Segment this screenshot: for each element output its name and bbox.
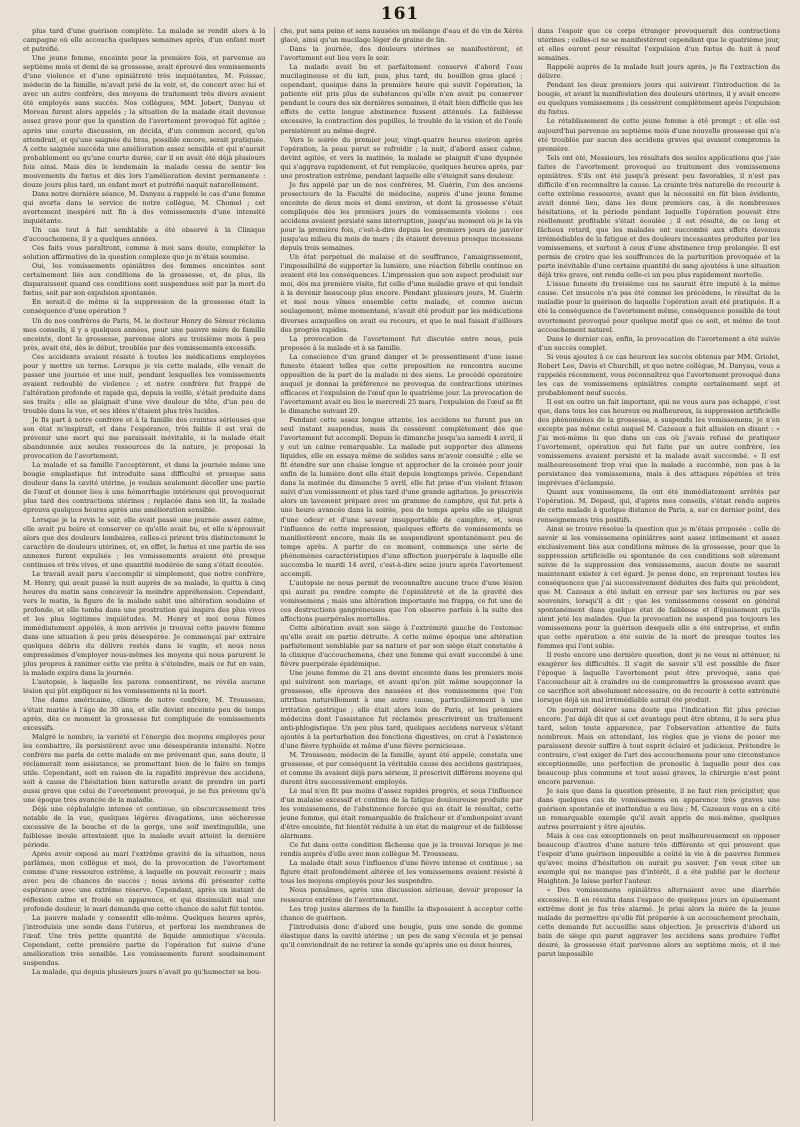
- paragraph: J'introduisis donc d'abord une bougie, puis une sonde de gomme élastique dans la cavité utérine ; un peu de sang s'écoula et je pensai qu'il conviendrait de ne retirer la sonde qu'après une ou deux heures,: [280, 922, 523, 949]
- paragraph: Il reste encore une dernière question, dont je ne veux ni atténuer, ni exagérer les difficultés. Il s'agit de savoir s'il est possible de fixer l'époque à laquelle l'avortement peut être provoqué, sans que l'accoucheur ait à craindre ou de compromettre la grossesse avant que ce sacrifice soit absolument nécessaire, ou de recourir à cette extrémité lorsque déjà un mal irrémédiable aurait été produit.: [537, 651, 780, 705]
- paragraph: Le travail avait paru s'accomplir si simplement, que notre confrère, M. Henry, qui avait passé la nuit auprès de sa malade, la quitta à cinq heures du matin sans concevoir la moindre appréhension. Cependant, vers le matin, la figure de la malade subit une altération soudaine et profonde, et elle tomba dans une prostration qui inspira des plus vives et les plus légitimes inquiétudes. M. Henry et moi nous fûmes immédiatement appelés, à mon arrivée je trouvai cette pauvre femme dans une situation à peu près désespérée. Je commençai par extraire quelques débris du délivre restés dans le vagin, et nous nous empressâmes d'employer nous-mêmes les moyens qui nous parurent le plus propres à ranimer cette vie prête à s'éteindre, mais ce fut en vain, la malade expira dans la journée.: [23, 569, 266, 678]
- paragraph: La provocation de l'avortement fut discutée entre nous, puis proposée à la malade et à sa famille.: [280, 334, 523, 352]
- paragraph: Dans le dernier cas, enfin, la provocation de l'avortement a été suivie d'un succès complet.: [537, 334, 780, 352]
- paragraph: La pauvre malade y consentit elle-même. Quelques heures après, j'introduisis une sonde dans l'utérus, et perforai les membranes de l'œuf. Une très petite quantité de liquide amniotique s'écoula. Cependant, cette première partie de l'opération fut suivie d'une amélioration très sensible. Les vomissements furent soudainement suspendus.: [23, 913, 266, 967]
- paragraph: Une jeune femme de 21 ans devint enceinte dans les premiers mois qui suivirent son mariage, et avant qu'on pût même soupçonner la grossesse, elle éprouva des nausées et des vomissemens que l'on attribua naturellement à une autre cause, particulièrement à une irritation gastrique ; elle était alors loin de Paris, et les premiers médecins dont l'assistance fut réclamée prescrivirent un traitement anti-phlogistique. Un peu plus tard, quelques accidens nerveux s'étant ajoutés à la perturbation des fonctions digestives, on crut à l'existence d'une fièvre typhoïde et même d'une fièvre pernicieuse.: [280, 669, 523, 750]
- paragraph: Vers le soirée du premier jour, vingt-quatre heures environ après l'opération, la peau parut se refroidir ; la nuit, d'abord assez calme, devint agitée, et vers la matinée, la malade se plaignit d'une dyspnée qui s'aggrava rapidement, et fut remplacée, quelques heures après, par une prostration extrême, pendant laquelle elle s'éteignit sans douleur.: [280, 135, 523, 180]
- paragraph: Ce fut dans cette condition fâcheuse que je la trouvai lorsque je me rendis auprès d'elle avec mon collègue M. Trousseau.: [280, 841, 523, 859]
- paragraph: che, put sans peine et sans nausées un mélange d'eau et de vin de Xérès glacé, ainsi qu'un mucilage léger de graine de lin.: [280, 27, 523, 45]
- paragraph: Il est en outre un fait important, qui ne vous aura pas échappé, c'est que, dans tous les cas heureux ou malheureux, la suppression artificielle des phénomènes de la grossesse, a suspendu les vomissemens, je n'en excepte pas même celui auquel M. Cazeaux a fait allusion en disant : « J'ai moi-même lu que dans un cas où j'avais refusé de pratiquer l'avortement, opération qui fut faite par un autre confrère, les vomissemens avaient persisté et la malade avait succombé. » Il est malheureusement trop vrai que la malade a succombé, non pas à la persistance des vomissemens, mais à des attaques répétées et très imprévues d'éclampsie.: [537, 397, 780, 488]
- paragraph: Mais à ces cas exceptionnels on peut malheureusement en opposer beaucoup d'autres d'une nature très différente et qui prouvent que l'espoir d'une guérison impossible a coûté la vie à de pauvres femmes qu'avec moins d'hésitation on aurait pu sauver. J'en veux citer un exemple qui ne manque pas d'intérêt, il a été publié par le docteur Haighton. Je laisse parler l'auteur.: [537, 832, 780, 886]
- paragraph: La conscience d'un grand danger et le pressentiment d'une issue funeste étaient telles que cette proposition ne rencontra aucune opposition de la part de la malade ni des siens. Le procédé opératoire auquel je donnai la préférence ne provoqua de contractions utérines efficaces et l'expulsion de l'œuf que le quatrième jour. La provocation de l'avortement avait eu lieu le mercredi 25 mars, l'expulsion de l'œuf se fit le dimanche suivant 29.: [280, 352, 523, 415]
- paragraph: La malade avait bu et parfaitement conservé d'abord l'eau mucilagineuse et du lait, puis, plus tard, du bouillon gras glacé ; cependant, quoique dans la première heure qui suivit l'opération, la patiente eût pris plus de substances qu'elle n'en avait pu conserver pendant le cours des six dernières semaines, il était bien difficile que les effets de cette longue abstinence fussent atténués. La faiblesse excessive, la contraction des pupilles, le trouble de la vision et de l'ouïe persistèrent au même degré.: [280, 63, 523, 135]
- paragraph: On pourrait désirer sans doute que l'indication fût plus précise encore. J'ai déjà dit que si cet avantage peut être obtenu, il le sera plus tard, selon toute apparence, par l'observation attentive de faits nombreux. Mais en attendant, les règles que je viens de poser me paraissent devoir suffire à tout esprit éclairé et judicieux. Prétendre le contraire, c'est exiger de l'art des accouchemens pour une circonstance exceptionnelle, une perfection de pronostic à laquelle pour des cas beaucoup plus communs et tout aussi graves, la chirurgie n'est point encore parvenue.: [537, 705, 780, 786]
- column-3: [532, 27, 780, 1121]
- paragraph: « Des vomissemens opiniâtres alternaient avec une diarrhée excessive. Il en résulta dans l'espace de quelques jours un épuisement extrême dont je fus très alarmé. Je priai alors la mère de la jeune malade de permettre qu'elle fût préparée à un accouchement prochain, cette demande fut accueillie sans objection. Je prescrivis d'abord un bain de siège qui parut aggraver les accidens sans produire l'effet désiré, la grossesse était parvenue alors au septième mois, et il me parut impossible: [537, 886, 780, 958]
- paragraph: Un cas tout à fait semblable a été observé à la Clinique d'accouchemens, il y a quelques années.: [23, 226, 266, 244]
- paragraph: Un état perpétuel de malaise et de souffrance, l'amaigrissement, l'impossibilité de supporter la lumière, une réaction fébrile continue en avaient été les conséquences. L'impression que son aspect produisit sur moi, dès ma première visite, fut celle d'une maladie grave et qui tendait à la devenir beaucoup plus encore. Pendant plusieurs jours, M. Guérin et moi nous vîmes ensemble cette malade, et comme aucun soulagement, même momentané, n'avait été produit par les médications diverses auxquelles on avait eu recours, et que le mal faisait d'ailleurs des progrès rapides.: [280, 253, 523, 334]
- paragraph: Une jeune femme, enceinte pour la première fois, et parvenue au septième mois et demi de sa grossesse, avait éprouvé des vomissements d'une violence et d'une opiniâtreté très inquiétantes, M. Foissac, médecin de la famille, m'avait prié de la voir, et, de concert avec lui et avec un autre confrère, des moyens de traitement très divers avaient été employés sans succès. Nos collègues, MM. Jobert, Danyau et Moreau furent alors appelés ; la situation de la malade était devenue assez grave pour que la question de l'avortement provoqué fût agitée ; après une courte discussion, on décida, d'un commun accord, qu'on attendrait, et qu'une saignée du bras, possible encore, serait pratiquée. A cette saignée succéda une amélioration assez sensible et qui n'aurait probablement eu qu'une courte durée, car il en avait été déjà plusieurs fois ainsi. Mais dès le lendemain la malade cessa de sentir les mouvements du fœtus et dès lors l'amélioration devint permanente : douze jours plus tard, un enfant mort et putréfié naquit naturellement.: [23, 54, 266, 189]
- paragraph: Pendant les deux premiers jours qui suivirent l'introduction de la bougie, et avant la manifestation des douleurs utérines, il y avait encore eu quelques vomissemens ; ils cessèrent complètement après l'expulsion du fœtus.: [537, 81, 780, 117]
- paragraph: Si vous ajoutez à ce cas heureux les succès obtenus par MM. Griolet, Robert Lee, Davis et Churchill, et que notre collègue, M. Danyau, vous a rappelés récemment, vous reconnaîtrez que l'avortement provoqué dans les cas de vomissemens opiniâtres compte certainement sept et probablement neuf succès.: [537, 352, 780, 397]
- paragraph: Je fus appelé par un de nos confrères, M. Guérin, l'un des anciens prosecteurs de la Faculté de médecine, auprès d'une jeune femme enceinte de deux mois et demi environ, et dont la grossesse s'était compliquée dès les premiers jours de vomissements violens : ces accidens avaient persisté sans interruption, jusqu'au moment où je la vis pour la première fois, c'est-à-dire depuis les premiers jours de janvier jusqu'au milieu du mois de mars ; ils étaient devenus presque incessans depuis trois semaines.: [280, 180, 523, 253]
- paragraph: Un de nos confrères de Paris, M. le docteur Henry de Sèmur réclama mes conseils, il y a quelques années, pour une pauvre mère de famille enceinte, dont la grossesse, parvenue alors au troisième mois à peu près, avait été, dès le début, troublée par des vomissements excessifs.: [23, 316, 266, 352]
- paragraph: Une dame américaine, cliente de notre confrère, M. Trousseau, s'était mariée à l'âge de 30 ans, et elle devint enceinte peu de temps après, dès ce moment la grossesse fut compliquée de vomissements excessifs.: [23, 696, 266, 732]
- paragraph: M. Trousseau, médecin de la famille, ayant été appelé, constata une grossesse, et par conséquent la véritable cause des accidens gastriques, et comme ils avaient déjà paru sérieux, il prescrivit différens moyens qui durent être successivement employés.: [280, 750, 523, 786]
- paragraph: Ainsi se trouve résolue la question que je m'étais proposée : celle de savoir si les vomissemens opiniâtres sont assez intimement et assez exclusivement liés aux conditions mêmes de la grossesse, pour que la suppression artificielle ou spontanée de ces conditions soit sûrement suivie de la suppression des vomissemens, aucun doute ne saurait maintenant exister à cet égard. Je pense donc, en reprenant toutes les conséquences que j'ai successivement déduites des faits qui précèdent, que M. Cazeaux a été induit en erreur par ses lectures ou par ses souvenirs, lorsqu'il a dit ; que les vomissemens cessent en général spontanément dans quelque état de faiblesse et d'épuisement qu'ils aient jeté les malades. Que la provocation ne suspend pas toujours les vomissemens pour la guérison desquels elle a été entreprise, et enfin que cette opération a été suivie de la mort de presque toutes les femmes qui l'ont subie.: [537, 524, 780, 651]
- paragraph: Je fis part à notre confrère et à la famille des craintes sérieuses que son état m'inspirait, et dans l'espérance, très faible il est vrai de prévenir une mort qui me paraissait inévitable, si la malade était abandonnée aux seules ressources de la nature, je proposai la provocation de l'avortement.: [23, 416, 266, 461]
- paragraph: Rappelé auprès de la malade huit jours après, je fis l'extraction du délivre.: [537, 63, 780, 81]
- paragraph: dans l'espoir que ce corps étranger provoquerait des contractions utérines ; celles-ci ne se manifestèrent cependant que le quatrième jour, et elles eurent pour résultat l'expulsion d'un fœtus de huit à neuf semaines.: [537, 27, 780, 63]
- paragraph: Malgré le nombre, la variété et l'énergie des moyens employés pour les combattre, ils persistèrent avec une désespérante intensité. Notre confrère me parla de cette malade en me prévenant que, sans doute, il réclamerait mon assistance, se promettant bien de le faire en temps utile. Cependant, soit en raison de la rapidité imprévue des accidens, soit à cause de l'hésitation bien naturelle avant de prendre un parti aussi grave que celui de l'avortement provoqué, je ne fus prévenu qu'à une époque très avancée de la maladie.: [23, 732, 266, 804]
- paragraph: Déjà une céphalalgie intense et continue, un obscurcissement très notable de la vue, quelques légères divagations, une sécheresse excessive de la bouche et de la gorge, une soif inextinguible, une faiblesse inouïe attestaient que la malade avait atteint la dernière période.: [23, 805, 266, 850]
- text-columns: [23, 27, 780, 1121]
- paragraph: En serait-il de même si la suppression de la grossesse était la conséquence d'une opération ?: [23, 298, 266, 316]
- paragraph: Quant aux vomissemens, ils ont été immédiatement arrêtés par l'opération. M. Depaul, qui, d'après mes conseils, s'était rendu auprès de cette malade à quelque distance de Paris, a, sur ce dernier point, des renseignemens très positifs.: [537, 488, 780, 524]
- paragraph: Nous pensâmes, après une discussion sérieuse, devoir proposer la ressource extrême de l'avortement.: [280, 886, 523, 904]
- paragraph: La malade était sous l'influence d'une fièvre intense et continue ; sa figure était profondément altérée et les vomissemens avaient résisté à tous les moyens employés pour les suspendre.: [280, 859, 523, 886]
- paragraph: L'autopsie, à laquelle les parens consentirent, ne révéla aucune lésion qui pût expliquer ni les vomissements ni la mort.: [23, 678, 266, 696]
- paragraph: Le rétablissement de cette jeune femme a été prompt ; et elle est aujourd'hui parvenue au septième mois d'une nouvelle grossesse qui n'a été troublée par aucun des accidens graves qui avaient compromis la première.: [537, 117, 780, 153]
- paragraph: Ces accidents avaient résisté à toutes les médications employées pour y mettre un terme. Lorsque je vis cette malade, elle venait de passer une journée et une nuit, pendant lesquelles les vomissements avaient redoublé de violence ; et notre confrère fut frappé de l'altération profonde et rapide qui, depuis la veille, s'était produite dans ses traits ; elle se plaignait d'une vive douleur de tête, d'un peu de trouble dans la vue, et ses idées n'étaient plus très lucides.: [23, 352, 266, 415]
- paragraph: Dans la journée, des douleurs utérines se manifestèrent, et l'avortement eut lieu vers le soir.: [280, 45, 523, 63]
- paragraph: Après avoir exposé au mari l'extrême gravité de la situation, nous parlâmes, mon collègue et moi, de la provocation de l'avortement comme d'une ressource extrême, à laquelle on pouvait recourir ; mais avec peu de chances de succès ; nous avions dû présenter cette espérance avec une extrême réserve. Cependant, après un instant de réflexion calme et froide en apparence, et qui dissimulait mal une profonde douleur, le mari demanda que cette chance de salut fût tentée.: [23, 850, 266, 913]
- paragraph: La malade et sa famille l'acceptèrent, et dans la journée même une bougie emplastique fut introduite sans difficulté et presque sans douleur dans la cavité utérine, je voulais seulement décoller une partie de l'œuf et donner lieu à une hémorrhagie intérieure qui provoquerait plus tard des contractions utérines ; replacée dans son lit, la malade éprouva quelques heures après une amélioration sensible.: [23, 461, 266, 515]
- paragraph: Je sais que dans la question présente, il ne faut rien précipiter, que dans quelques cas de vomissemens en apparence très graves une guérison spontanée et inattendue a eu lieu ; M. Cazeaux vous en a cité un remarquable exemple qu'il avait appris de moi-même, quelques autres pourraient y être ajoutés.: [537, 786, 780, 832]
- paragraph: Lorsque je la revis le soir, elle avait passé une journée assez calme, elle avait pu boire et conserver ce qu'elle avait bu, et elle n'éprouvait alors que des douleurs lombaires, celles-ci prirent très distinctement le caractère de douleurs utérines, et, en effet, le fœtus et une partie de ses annexes furent expulsés ; les vomissements avaient été presque continues et très vives, et une quantité modérée de sang s'était écoulée.: [23, 515, 266, 569]
- paragraph: Ces faits vous paraîtront, comme à moi sans doute, compléter la solution affirmative de la question complexe que je m'étais soumise.: [23, 244, 266, 262]
- paragraph: Tels ont été, Messieurs, les résultats des seules applications que j'aie faites de l'avortement provoqué au traitement des vomissemens opiniâtres. S'ils ont été jusqu'à présent peu favorables, il n'est pas difficile d'en reconnaître la cause. La crainte très naturelle de recourir à cette extrême ressource, avant que la nécessité en fût bien évidente, avait donné lieu, dans les deux premiers cas, à de nombreuses hésitations, et la période pendant laquelle l'opération pouvait être réellement profitable s'était écoulée ; il est résulté, de ce long et fâcheux retard, que les malades ont succombé aux effets devenus irrémédiables de la fatigue et des douleurs incessantes produites par les vomissemens, et surtout à ceux d'une abstinence trop prolongée. Il est permis de croire que les souffrances de la parturition provoquée et la perte inévitable d'une certaine quantité de sang ajoutées à une situation déjà très grave, ont rendu celle-ci un peu plus rapidement mortelle.: [537, 153, 780, 280]
- column-1: [23, 27, 265, 1121]
- paragraph: La malade, qui depuis plusieurs jours n'avait pu qu'humecter sa bou-: [32, 967, 262, 976]
- column-2: [274, 27, 522, 1121]
- paragraph: Les trop justes alarmes de la famille la disposaient à accepter cette chance de guérison.: [280, 904, 523, 922]
- paragraph: L'autopsie ne nous permit de reconnaître aucune trace d'une lésion qui aurait pu rendre compte de l'opiniâtreté et de la gravité des vomissemens ; mais une altération importante me frappa, ce fut une de ces destructions gangréneuses que l'on observe parfois à la suite des affections puerpérales mortelles.: [280, 578, 523, 624]
- paragraph: L'issue funeste du troisième cas ne saurait être imputé à la même cause. Cet insuccès n'a pas été comme les précédens, le résultat de la maladie pour la guérison de laquelle l'opération avait été pratiquée. Il a été la conséquence de l'avortement même, conséquence possible de tout avortement provoqué pour quelque motif que ce soit, et même de tout accouchement naturel.: [537, 280, 780, 334]
- paragraph: plus tard d'une guérison complète. La malade se rendit alors à la campagne où elle accoucha quelques semaines après, d'un enfant mort et putréfié.: [23, 27, 266, 54]
- page-number: 161: [380, 4, 420, 24]
- paragraph: Oui, les vomissements opiniâtres des femmes enceintes sont certainement liés aux conditions de la grossesse, et, de plus, ils disparaissent quand ces conditions sont suspendues soit par la mort du fœtus, soit par son expulsion spontanée.: [23, 262, 266, 298]
- paragraph: Dans notre dernière séance, M. Danyau a rappelé le cas d'une femme qui avorta dans le service de notre collègue, M. Chomel ; cet avortement inespéré mit fin à des vomissements d'une intensité inquiétante.: [23, 189, 266, 225]
- paragraph: Pendant cette assez longue attente, les accidens ne furent pas un seul instant suspendus, mais ils cessèrent complètement dès que l'avortement fut accompli. Depuis le dimanche jusqu'au samedi 4 avril, il y eut un calme remarquable. La malade put supporter des alimens liquides, elle en essaya même de solides sans m'avoir consulté ; elle se fit étendre sur une chaise longue et approcher de la croisée pour jouir enfin de la lumière dont elle était depuis longtemps privée. Cependant dans la matinée du dimanche 5 avril, elle fut prise d'un violent frisson suivi d'un vomissement et plus tard d'une grande agitation. Je prescrivis alors un lavement préparé avec un gramme de camphre, qui fut pris à une heure avancée dans la soirée, peu de temps après elle se plaignit d'une odeur et d'une saveur insupportable de camphre, et, sous l'influence de cette impression, quelques efforts de vomissements se manifestèrent encore, mais ils se suspendirent spontanément peu de temps après. A partir de ce moment, commença une série de phénomènes caractéristiques d'une affection puerpérale à laquelle elle succomba le mardi 14 avril, c'est-à-dire seize jours après l'avortement accompli.: [280, 416, 523, 578]
- paragraph: Le mal n'en fit pas moins d'assez rapides progrès, et sous l'influence d'un malaise excessif et continu de la fatigue douloureuse produite par les vomissemens, de l'abstinence forcée qui en était le résultat, cette jeune femme, qui était remarquable de fraîcheur et d'embonpoint avant d'être enceinte, fut bientôt réduite à un état de maigreur et de faiblesse alarmans.: [280, 786, 523, 841]
- paragraph: Cette altération avait son siège à l'extrémité gauche de l'estomac qu'elle avait en partie détruite. A cette même époque une altération parfaitement semblable par sa nature et par son siège était constatée à la clinique d'accouchemens, chez une femme qui avait succombé à une fièvre puerpérale épidémique.: [280, 624, 523, 669]
